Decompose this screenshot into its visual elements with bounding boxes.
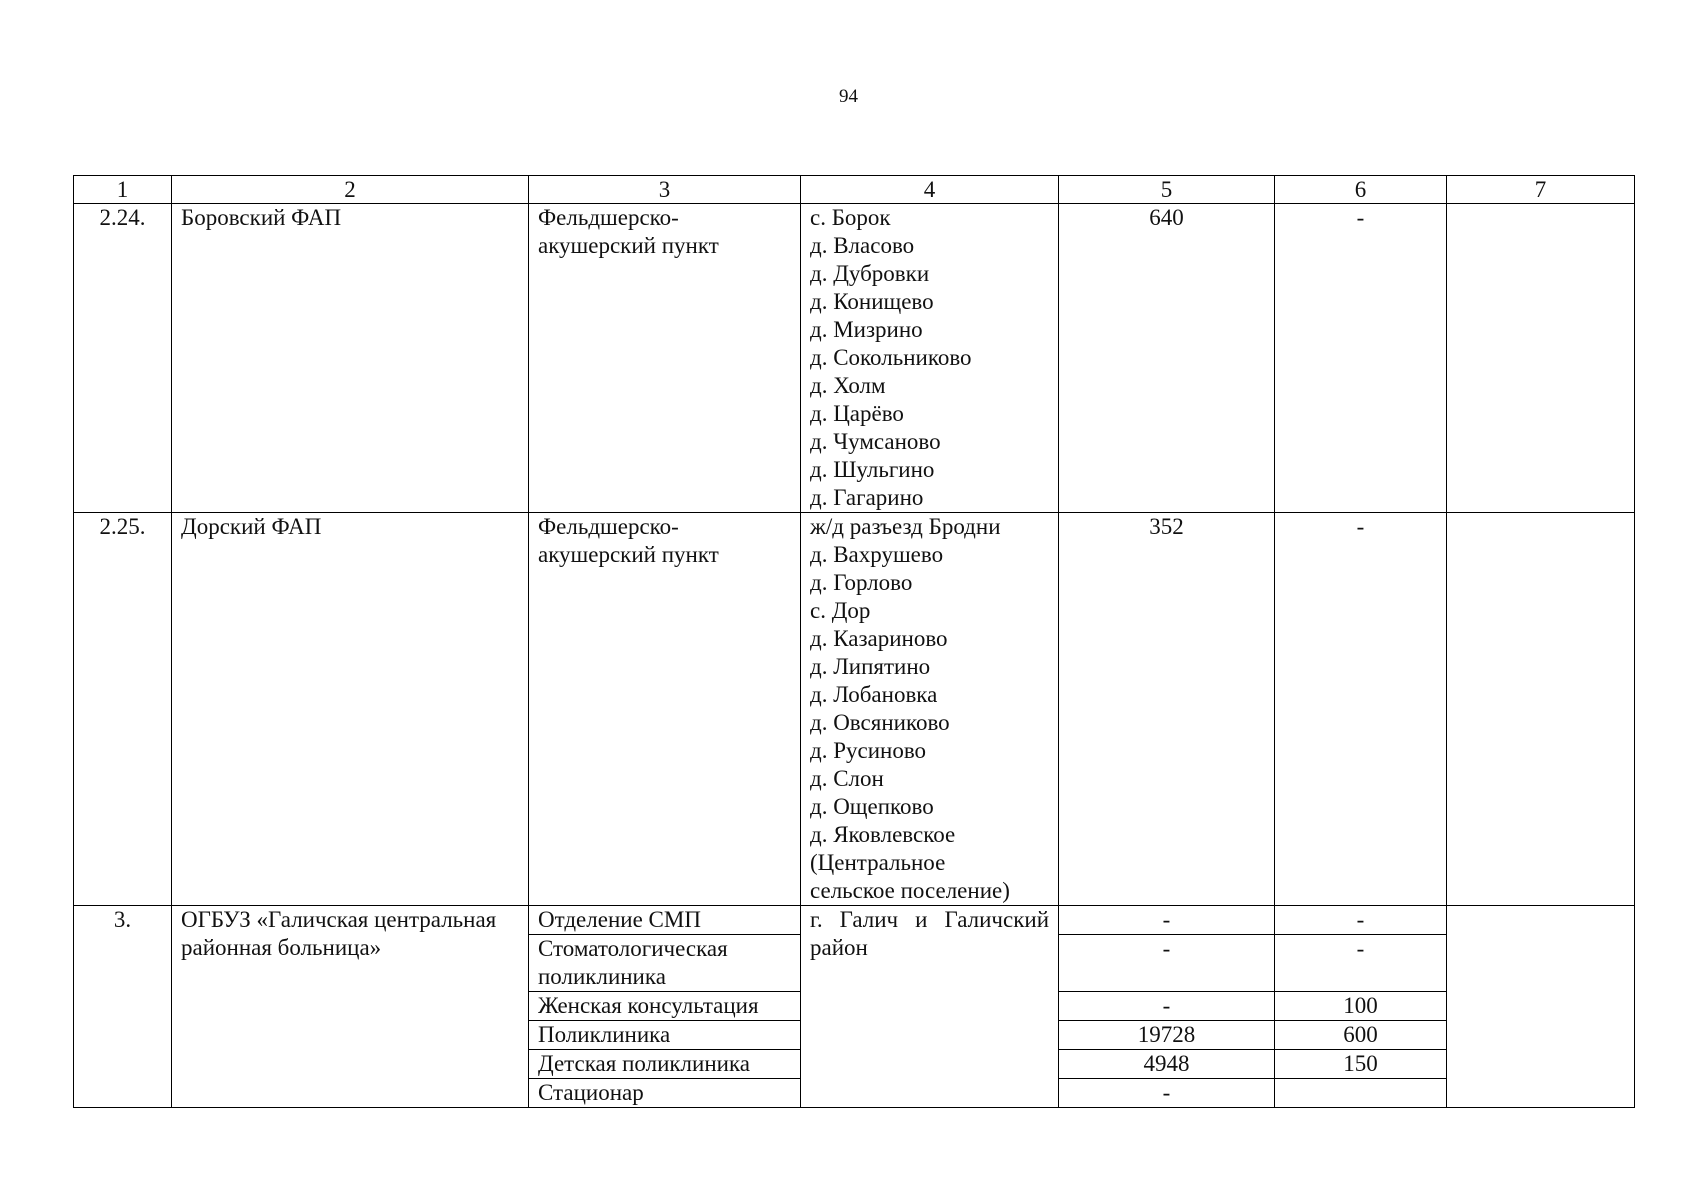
- facility-name: [172, 906, 529, 1108]
- department-name: Отделение СМП: [529, 906, 801, 935]
- locality: сельское поселение): [810, 878, 1010, 903]
- department-name-line: Стоматологическая: [538, 936, 728, 961]
- department-name: Детская поликлиника: [529, 1050, 801, 1079]
- value-col6: -: [1275, 204, 1447, 513]
- value-col6: -: [1275, 906, 1447, 935]
- value-col5: 640: [1059, 204, 1275, 513]
- facility-type-line: акушерский пункт: [538, 233, 719, 258]
- locality: д. Дубровки: [810, 261, 930, 286]
- localities-cell: [801, 204, 1059, 513]
- locality: (Центральное: [810, 850, 946, 875]
- locality: г. Галич и Галичский: [810, 907, 1049, 932]
- locality: д. Яковлевское: [810, 822, 956, 847]
- department-name: Поликлиника: [529, 1021, 801, 1050]
- facility-type-line: акушерский пункт: [538, 542, 719, 567]
- locality: д. Казариново: [810, 626, 948, 651]
- locality: д. Конищево: [810, 289, 934, 314]
- value-col5: -: [1059, 1079, 1275, 1108]
- locality: д. Вахрушево: [810, 542, 944, 567]
- locality: д. Власово: [810, 233, 915, 258]
- table-row: [74, 513, 1635, 906]
- locality: д. Ощепково: [810, 794, 934, 819]
- page-number: 94: [839, 86, 858, 107]
- locality: д. Сокольниково: [810, 345, 972, 370]
- department-name-line: поликлиника: [538, 964, 666, 989]
- header-cell-7: 7: [1447, 176, 1635, 204]
- row-number: 2.25.: [74, 513, 172, 906]
- locality: д. Шульгино: [810, 457, 935, 482]
- department-name: Женская консультация: [529, 992, 801, 1021]
- facility-name-line: районная больница»: [181, 935, 382, 960]
- facility-type: [529, 513, 801, 906]
- header-cell-6: 6: [1275, 176, 1447, 204]
- facility-name: Дорский ФАП: [172, 513, 529, 906]
- row-number: 3.: [74, 906, 172, 1108]
- locality: д. Чумсаново: [810, 429, 941, 454]
- header-cell-1: 1: [74, 176, 172, 204]
- localities-cell: [801, 906, 1059, 1108]
- value-col6: 600: [1275, 1021, 1447, 1050]
- value-col7: [1447, 204, 1635, 513]
- value-col6: 150: [1275, 1050, 1447, 1079]
- locality: д. Лобановка: [810, 682, 938, 707]
- table-row: [74, 204, 1635, 513]
- value-col6: -: [1275, 935, 1447, 992]
- facilities-table: [73, 175, 1635, 1108]
- value-col6: [1275, 1079, 1447, 1108]
- row-number: 2.24.: [74, 204, 172, 513]
- department-name: [529, 935, 801, 992]
- value-col5: -: [1059, 992, 1275, 1021]
- facility-type-line: Фельдшерско-: [538, 205, 679, 230]
- header-cell-3: 3: [529, 176, 801, 204]
- locality: д. Горлово: [810, 570, 913, 595]
- value-col7: [1447, 906, 1635, 1108]
- header-cell-2: 2: [172, 176, 529, 204]
- locality: д. Холм: [810, 373, 886, 398]
- value-col5: 4948: [1059, 1050, 1275, 1079]
- localities-cell: [801, 513, 1059, 906]
- header-cell-5: 5: [1059, 176, 1275, 204]
- locality: ж/д разъезд Бродни: [810, 514, 1001, 539]
- header-row: [74, 176, 1635, 204]
- facility-name: Боровский ФАП: [172, 204, 529, 513]
- facility-name-line: ОГБУЗ «Галичская центральная: [181, 907, 497, 932]
- value-col5: -: [1059, 906, 1275, 935]
- locality: с. Борок: [810, 205, 891, 230]
- value-col6: 100: [1275, 992, 1447, 1021]
- header-cell-4: 4: [801, 176, 1059, 204]
- value-col5: -: [1059, 935, 1275, 992]
- locality: д. Гагарино: [810, 485, 924, 510]
- locality: д. Мизрино: [810, 317, 923, 342]
- table-row: [74, 906, 1635, 935]
- locality: д. Слон: [810, 766, 884, 791]
- value-col5: 352: [1059, 513, 1275, 906]
- locality: с. Дор: [810, 598, 871, 623]
- value-col6: -: [1275, 513, 1447, 906]
- locality: д. Овсяниково: [810, 710, 950, 735]
- value-col7: [1447, 513, 1635, 906]
- value-col5: 19728: [1059, 1021, 1275, 1050]
- locality: д. Русиново: [810, 738, 927, 763]
- facility-type-line: Фельдшерско-: [538, 514, 679, 539]
- facility-type: [529, 204, 801, 513]
- department-name: Стационар: [529, 1079, 801, 1108]
- locality: д. Липятино: [810, 654, 931, 679]
- locality: район: [810, 935, 868, 960]
- locality: д. Царёво: [810, 401, 904, 426]
